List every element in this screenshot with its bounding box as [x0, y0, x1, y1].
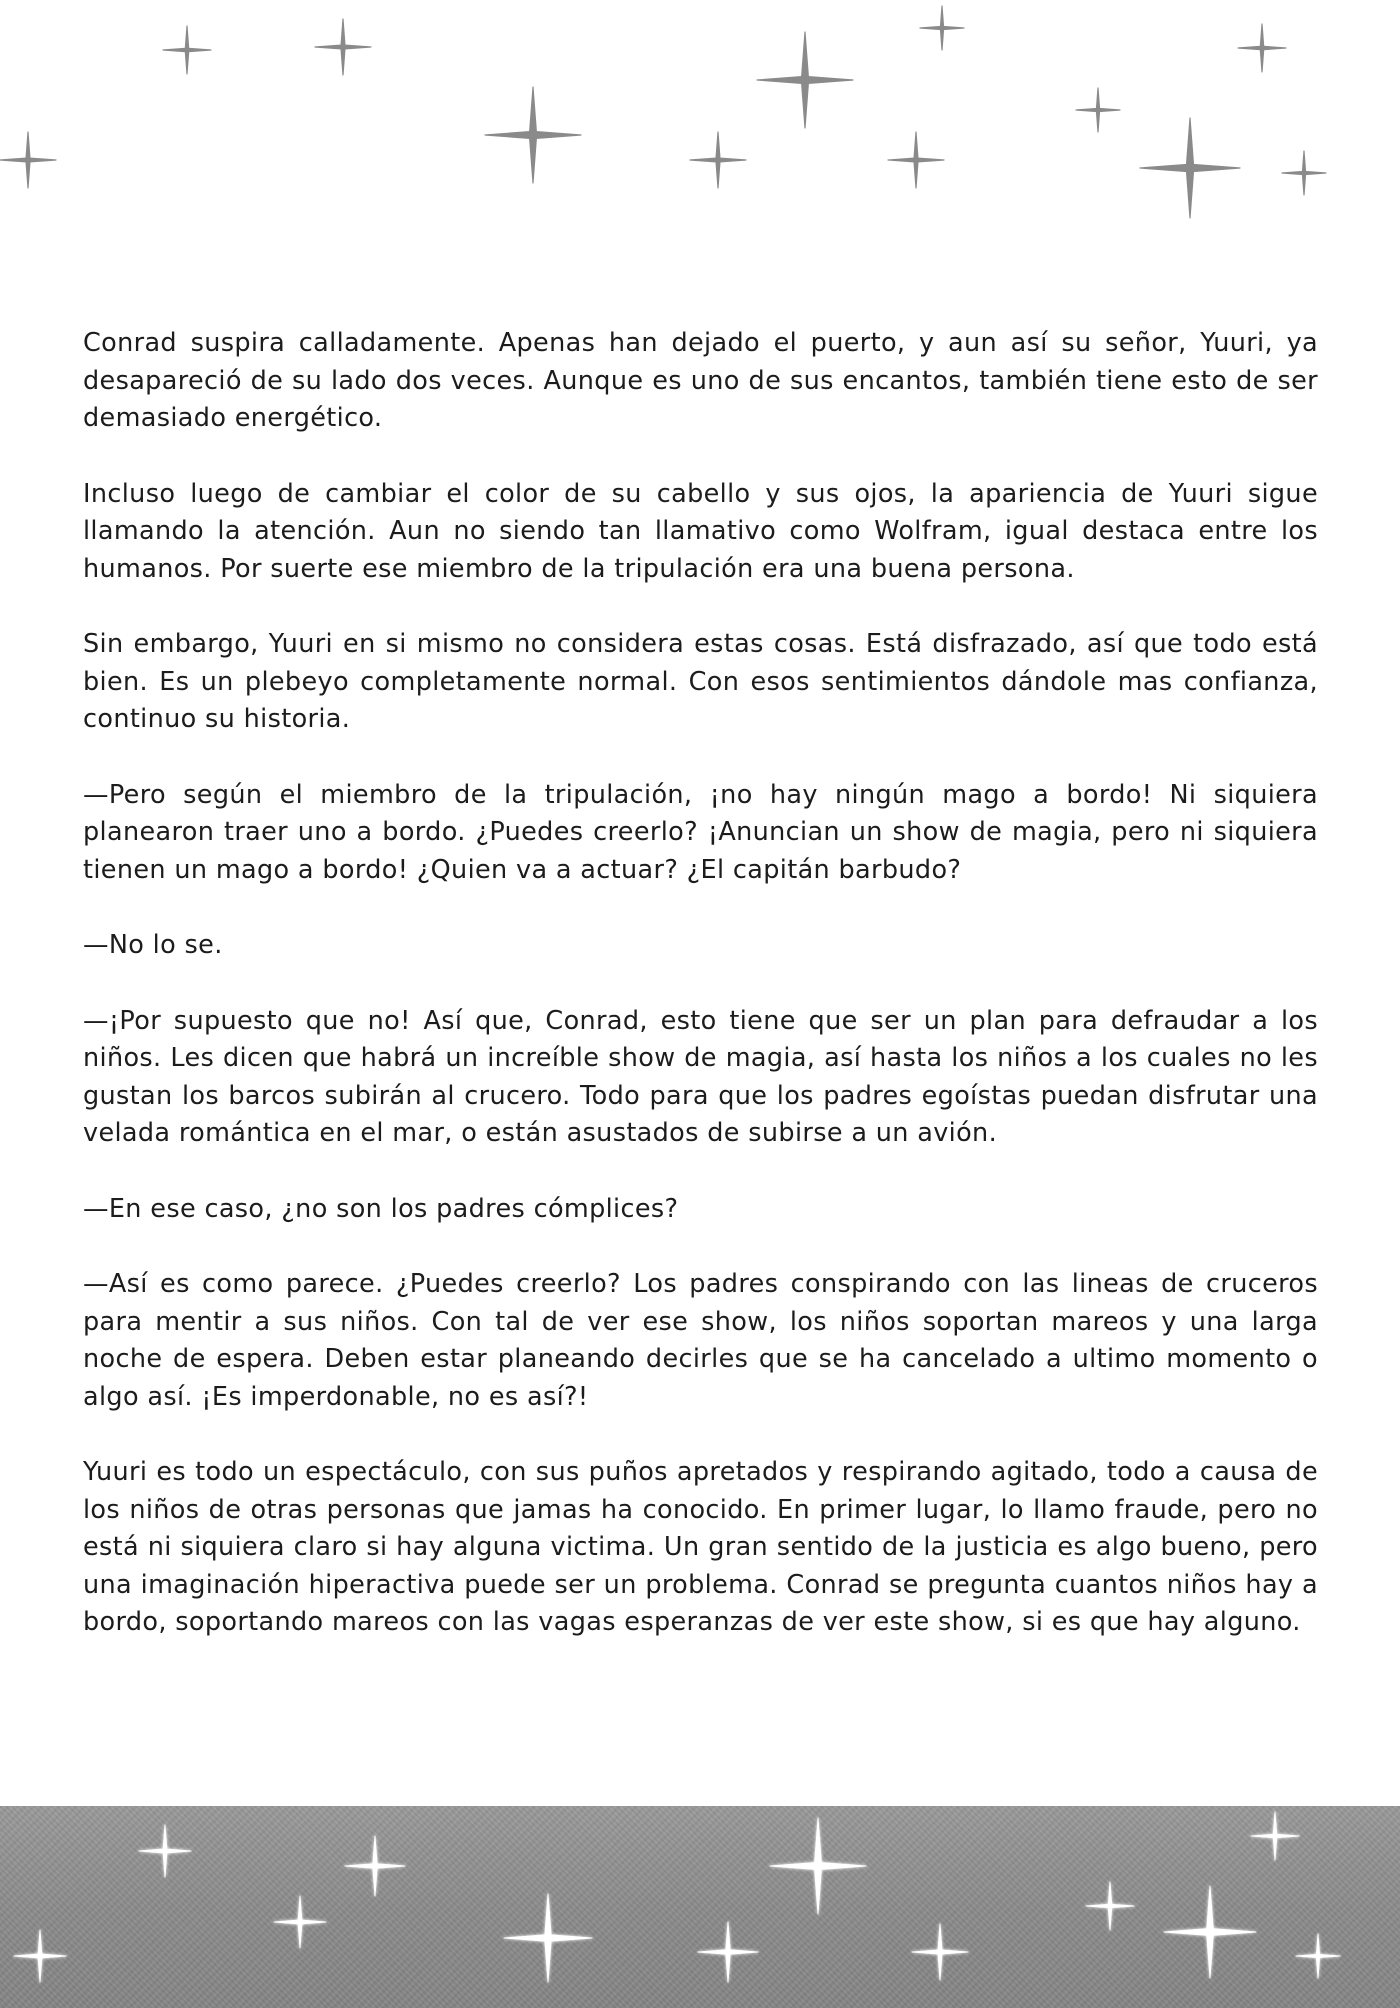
paragraph-1: Conrad suspira calladamente. Apenas han dejado el puerto, y aun así su señor, Yuuri, ya desapareció de su lado dos veces. Aunque es uno de sus encantos, también tiene esto de ser demasiado energético.: [83, 328, 1318, 433]
star-group-top: [0, 6, 1326, 218]
sparkle-star-icon: [504, 1894, 592, 1982]
sparkle-star-icon: [1238, 24, 1286, 72]
star-decoration-bottom: [0, 1806, 1400, 2008]
paragraph-8: —Así es como parece. ¿Puedes creerlo? Los padres conspirando con las lineas de cruceros para mentir a sus niños. Con tal de ver ese show, los niños soportan mareos y una larga noche de espera. Deben estar planeando decirles que se ha cancelado a ultimo momento o algo así. ¡Es imperdonable, no es así?!: [83, 1269, 1318, 1412]
sparkle-star-icon: [1076, 88, 1120, 132]
sparkle-star-icon: [1086, 1882, 1134, 1930]
sparkle-star-icon: [698, 1922, 758, 1982]
star-band-bottom: [0, 1806, 1400, 2008]
paragraph-5: —No lo se.: [83, 930, 223, 960]
sparkle-star-icon: [274, 1896, 326, 1948]
sparkle-star-icon: [345, 1836, 405, 1896]
sparkle-star-icon: [757, 32, 853, 128]
sparkle-star-icon: [485, 87, 581, 183]
sparkle-star-icon: [1140, 118, 1240, 218]
paragraph-2: Incluso luego de cambiar el color de su cabello y sus ojos, la apariencia de Yuuri sigue llamando la atención. Aun no siendo tan llamativo como Wolfram, igual destaca entre los humanos. Por suerte ese miembro de la tripulación era una buena persona.: [83, 478, 1318, 584]
sparkle-star-icon: [315, 19, 371, 75]
sparkle-star-icon: [1296, 1934, 1340, 1978]
star-decoration-top: [0, 0, 1400, 230]
sparkle-star-icon: [912, 1924, 968, 1980]
sparkle-star-icon: [139, 1825, 191, 1877]
star-group-bottom: [14, 1812, 1340, 1982]
sparkle-star-icon: [920, 6, 964, 50]
story-text: [83, 325, 1318, 1642]
paragraph-7: —En ese caso, ¿no son los padres cómplices?: [83, 1193, 679, 1224]
paragraph-9: Yuuri es todo un espectáculo, con sus puños apretados y respirando agitado, todo a causa de los niños de otras personas que jamas ha conocido. En primer lugar, lo llamo fraude, pero no está ni siquiera claro si hay alguna victima. Un gran sentido de la justicia es algo bueno, pero una imaginación hiperactiva puede ser un problema. Conrad se pregunta cuantos niños hay a bordo, soportando mareos con las vagas esperanzas de ver este show, si es que hay alguno.: [83, 1457, 1318, 1637]
sparkle-star-icon: [770, 1818, 866, 1914]
sparkle-star-icon: [0, 132, 56, 188]
sparkle-star-icon: [163, 26, 211, 74]
sparkle-star-icon: [1251, 1812, 1299, 1860]
sparkle-star-icon: [1164, 1886, 1256, 1978]
paragraph-6: —¡Por supuesto que no! Así que, Conrad, esto tiene que ser un plan para defraudar a los niños. Les dicen que habrá un increíble show de magia, así hasta los niños a los cuales no les gustan los barcos subirán al crucero. Todo para que los padres egoístas puedan disfrutar una velada romántica en el mar, o están asustados de subirse a un avión.: [83, 1005, 1318, 1148]
sparkle-star-icon: [14, 1930, 66, 1982]
sparkle-star-icon: [1282, 151, 1326, 195]
paragraph-4: —Pero según el miembro de la tripulación, ¡no hay ningún mago a bordo! Ni siquiera planearon traer uno a bordo. ¿Puedes creerlo? ¡Anuncian un show de magia, pero ni siquiera tienen un mago a bordo! ¿Quien va a actuar? ¿El capitán barbudo?: [83, 779, 1318, 885]
paragraph-3: Sin embargo, Yuuri en si mismo no considera estas cosas. Está disfrazado, así que todo está bien. Es un plebeyo completamente normal. Con esos sentimientos dándole mas confianza, continuo su historia.: [83, 629, 1318, 734]
sparkle-star-icon: [690, 132, 746, 188]
sparkle-star-icon: [888, 132, 944, 188]
